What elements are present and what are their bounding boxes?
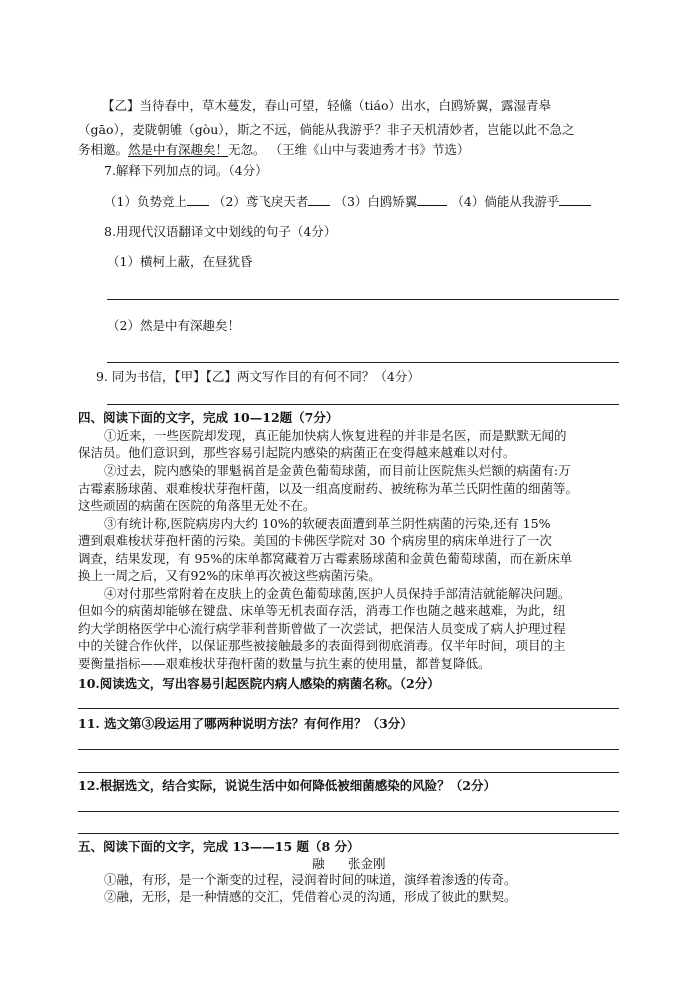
q7-item-1: （1）负势竞上 <box>104 194 187 209</box>
q7-items <box>104 193 591 210</box>
yi-passage-line-2: （gāo），麦陇朝雊（gòu），斯之不远，倘能从我游乎？非子天机清妙者，岂能以此不急之 <box>78 122 575 137</box>
yi-passage-line-1: 【乙】当待春中，草木蔓发，春山可望，轻鯈（tiáo）出水，白鸥矫翼，露湿青皋 <box>102 98 552 113</box>
yi-passage-underlined-sentence: 然是中有深趣矣！ <box>128 142 229 157</box>
section-4-para-4-line-1: ④对付那些常附着在皮肤上的金黄色葡萄球菌,医护人员保持手部清洁就能解决问题。 <box>104 586 571 601</box>
section-4-para-2-line-3: 这些顽固的病菌在医院的角落里无处不在。 <box>78 498 316 513</box>
section-4-para-4-line-4: 中的关键合作伙伴，以保证那些被接触最多的表面得到彻底消毒。仅半年时间，项目的主 <box>78 638 566 653</box>
q7-answer-blank-2[interactable] <box>308 193 330 206</box>
q12-answer-line-1[interactable] <box>78 811 619 812</box>
q7-answer-blank-1[interactable] <box>187 193 209 206</box>
section-4-para-1-line-1: ①近来，一些医院却发现，真正能加快病人恢复进程的并非是名医，而是默默无闻的 <box>104 428 567 443</box>
q8-item-1: （1）横柯上蔽，在昼犹昏 <box>107 254 253 269</box>
section-5-title: 五、阅读下面的文字，完成 13——15 题（8 分） <box>78 839 360 854</box>
q11-answer-line-2[interactable] <box>78 772 619 773</box>
q10-answer-line[interactable] <box>78 708 619 709</box>
q7-item-3: （3）白鸥矫翼 <box>334 194 418 209</box>
q9-title: 9. 同为书信，【甲】【乙】两文写作目的有何不同？（4分） <box>96 369 420 384</box>
q8-title: 8.用现代汉语翻译文中划线的句子（4分） <box>104 224 337 239</box>
section-4-para-4-line-5: 要衡量指标——艰难梭状芽孢杆菌的数量与抗生素的使用量，都普复降低。 <box>78 656 491 671</box>
article-author: 张金刚 <box>348 856 386 871</box>
q8-answer-line-2[interactable] <box>107 362 619 363</box>
yi-passage-line-3-prefix: 务相邀。 <box>78 142 129 157</box>
section-4-para-1-line-2: 保洁员。他们意识到，那些容易引起院内感染的病菌正在变得越来越难以对付。 <box>78 445 516 460</box>
q9-answer-line[interactable] <box>107 404 619 405</box>
q11-title: 11. 选文第③段运用了哪两种说明方法？有何作用？（3分） <box>78 716 413 731</box>
section-4-para-2-line-1: ②过去，院内感染的罪魁祸首是金黄色葡萄球菌，而目前让医院焦头烂额的病菌有:万 <box>104 463 571 478</box>
q12-title: 12.根据选文，结合实际，说说生活中如何降低被细菌感染的风险？（2分） <box>78 778 496 793</box>
section-4-para-4-line-3: 约大学朗格医学中心流行病学菲利普斯曾做了一次尝试，把保洁人员变成了病人护理过程 <box>78 621 566 636</box>
article-title: 融 <box>312 856 325 871</box>
q10-title: 10.阅读选文，写出容易引起医院内病人感染的病菌名称。（2分） <box>78 676 440 691</box>
section-4-para-3-line-1: ③有统计称,医院病房内大约 10%的软硬表面遭到革兰阴性病菌的污染,还有 15% <box>104 516 551 531</box>
q7-item-2: （2）鸢飞戾天者 <box>212 194 309 209</box>
section-4-para-3-line-3: 调查，结果发现，有 95%的床单都窝藏着万古霉素肠球菌和金黄色葡萄球菌，而在新床单 <box>78 551 573 566</box>
section-4-para-2-line-2: 古霉素肠球菌、艰难梭状芽孢杆菌，以及一组高度耐药、被统称为革兰氏阴性菌的细菌等。 <box>78 481 579 496</box>
q7-answer-blank-4[interactable] <box>559 193 591 206</box>
section-4-para-3-line-4: 换上一周之后，又有92%的床单再次被这些病菌污染。 <box>78 568 381 583</box>
section-4-title: 四、阅读下面的文字，完成 10—12题（7分） <box>78 410 339 425</box>
section-4-para-3-line-2: 遭到艰难梭状芽孢杆菌的污染。美国的卡佛医学院对 30 个病房里的病床单进行了一次 <box>78 533 552 548</box>
q11-answer-line-1[interactable] <box>78 749 619 750</box>
section-5-para-1: ①融，有形，是一个渐变的过程，浸润着时间的味道，演绎着渗透的传奇。 <box>104 872 517 887</box>
q7-item-4: （4）倘能从我游乎 <box>451 194 560 209</box>
q7-title: 7.解释下列加点的词。（4分） <box>104 163 268 178</box>
yi-passage-line-3-suffix: 无忽。 （王维《山中与裴迪秀才书》节选） <box>228 142 470 157</box>
section-4-para-4-line-2: 但如今的病菌却能够在键盘、床单等无机表面存活，消毒工作也随之越来越难，为此，纽 <box>78 603 566 618</box>
yi-passage-line-3 <box>78 142 470 158</box>
section-5-para-2: ②融，无形，是一种情感的交汇，凭借着心灵的沟通，形成了彼此的默契。 <box>104 889 517 904</box>
q7-answer-blank-3[interactable] <box>417 193 447 206</box>
q12-answer-line-2[interactable] <box>78 833 619 834</box>
q8-answer-line-1[interactable] <box>107 299 619 300</box>
q8-item-2: （2）然是中有深趣矣！ <box>107 318 240 333</box>
